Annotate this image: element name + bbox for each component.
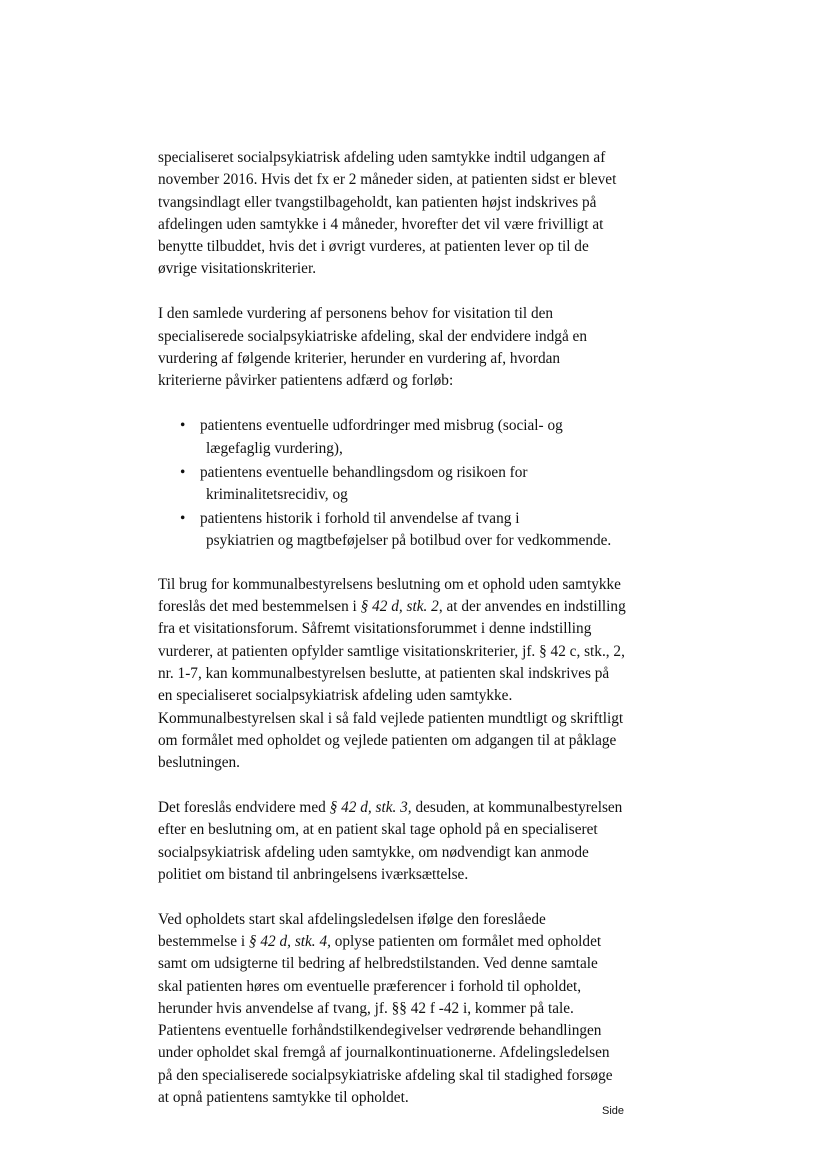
text-line: nr. 1-7, kan kommunalbestyrelsen beslutte, at patienten skal indskrives på (158, 664, 610, 682)
text-line: Til brug for kommunalbestyrelsens beslutning om et ophold uden samtykke (158, 575, 621, 593)
law-reference: § 42 d, stk. 3, (329, 798, 412, 816)
text-line: kriterierne påvirker patientens adfærd og forløb: (158, 372, 454, 390)
paragraph-duration (158, 147, 678, 281)
text-line: vurderer, at patienten opfylder samtlige visitationskriterier, jf. § 42 c, stk., 2, (158, 642, 625, 660)
text-line: politiet om bistand til anbringelsens iværksættelse. (158, 865, 469, 883)
list-item (158, 508, 678, 553)
bullet-icon: • (180, 463, 186, 481)
list-item-text: kriminalitetsrecidiv, og (206, 485, 348, 503)
text-fragment: , at der anvendes en indstilling (438, 598, 626, 616)
text-line: efter en beslutning om, at en patient skal tage ophold på en specialiseret (158, 821, 598, 839)
text-fragment: foreslås det med bestemmelsen i (158, 598, 361, 616)
list-item-text: psykiatrien og magtbeføjelser på botilbud over for vedkommende. (206, 531, 612, 549)
text-line: Ved opholdets start skal afdelingsledelsen ifølge den foreslåede (158, 910, 546, 928)
text-line: fra et visitationsforum. Såfremt visitationsforummet i denne indstilling (158, 620, 592, 638)
paragraph-police-assistance (158, 797, 678, 886)
text-line: Patientens eventuelle forhåndstilkendegivelser vedrørende behandlingen (158, 1022, 602, 1040)
text-line: vurdering af følgende kriterier, herunder en vurdering af, hvordan (158, 349, 561, 367)
list-item (158, 462, 678, 507)
text-line: samt om udsigterne til bedring af helbredstilstanden. Ved denne samtale (158, 955, 598, 973)
text-line: under opholdet skal fremgå af journalkontinuationerne. Afdelingsledelsen (158, 1044, 610, 1062)
list-item-text: patientens eventuelle behandlingsdom og risikoen for (200, 463, 528, 481)
paragraph-decision (158, 574, 678, 775)
text-line (158, 797, 678, 819)
text-line: om formålet med opholdet og vejlede patienten om adgangen til at påklage (158, 731, 617, 749)
paragraph-assessment (158, 303, 678, 392)
text-fragment: bestemmelse i (158, 932, 249, 950)
list-item-text: lægefaglig vurdering), (206, 439, 343, 457)
text-line: specialiserede socialpsykiatriske afdeling, skal der endvidere indgå en (158, 327, 587, 345)
page-footer-label: Side (602, 1105, 625, 1117)
text-line: benytte tilbuddet, hvis det i øvrigt vurderes, at patienten lever op til de (158, 238, 589, 256)
text-line: afdelingen uden samtykke i 4 måneder, hvorefter det vil være frivilligt at (158, 215, 604, 233)
text-line: en specialiseret socialpsykiatrisk afdeling uden samtykke. (158, 687, 513, 705)
text-line: herunder hvis anvendelse af tvang, jf. §§ 42 f -42 i, kommer på tale. (158, 999, 574, 1017)
bullet-icon: • (180, 417, 186, 435)
paragraph-stay-start (158, 909, 678, 1110)
law-reference: § 42 d, stk. 2 (360, 598, 439, 616)
criteria-list (158, 415, 678, 552)
text-line: på den specialiserede socialpsykiatriske afdeling skal til stadighed forsøge (158, 1066, 613, 1084)
text-line: at opnå patientens samtykke til opholdet. (158, 1088, 409, 1106)
text-line: Kommunalbestyrelsen skal i så fald vejlede patienten mundtligt og skriftligt (158, 709, 624, 727)
bullet-icon: • (180, 509, 186, 527)
text-fragment: oplyse patienten om formålet med opholdet (330, 932, 602, 950)
text-line: skal patienten høres om eventuelle præferencer i forhold til opholdet, (158, 977, 582, 995)
list-item-text: patientens eventuelle udfordringer med misbrug (social- og (200, 417, 563, 435)
text-line: I den samlede vurdering af personens behov for visitation til den (158, 305, 554, 323)
text-line (158, 931, 678, 953)
law-reference: § 42 d, stk. 4, (248, 932, 331, 950)
document-page (158, 147, 678, 1132)
text-line: øvrige visitationskriterier. (158, 260, 317, 278)
text-line: beslutningen. (158, 754, 240, 772)
text-line: tvangsindlagt eller tvangstilbageholdt, kan patienten højst indskrives på (158, 193, 597, 211)
text-line: specialiseret socialpsykiatrisk afdeling uden samtykke indtil udgangen af (158, 149, 606, 166)
text-line: november 2016. Hvis det fx er 2 måneder siden, at patienten sidst er blevet (158, 171, 617, 189)
text-line: socialpsykiatrisk afdeling uden samtykke, om nødvendigt kan anmode (158, 843, 589, 861)
text-fragment: desuden, at kommunalbestyrelsen (411, 798, 623, 816)
list-item-text: patientens historik i forhold til anvendelse af tvang i (200, 509, 520, 527)
text-line (158, 596, 678, 618)
text-fragment: Det foreslås endvidere med (158, 798, 330, 816)
list-item (158, 415, 678, 460)
